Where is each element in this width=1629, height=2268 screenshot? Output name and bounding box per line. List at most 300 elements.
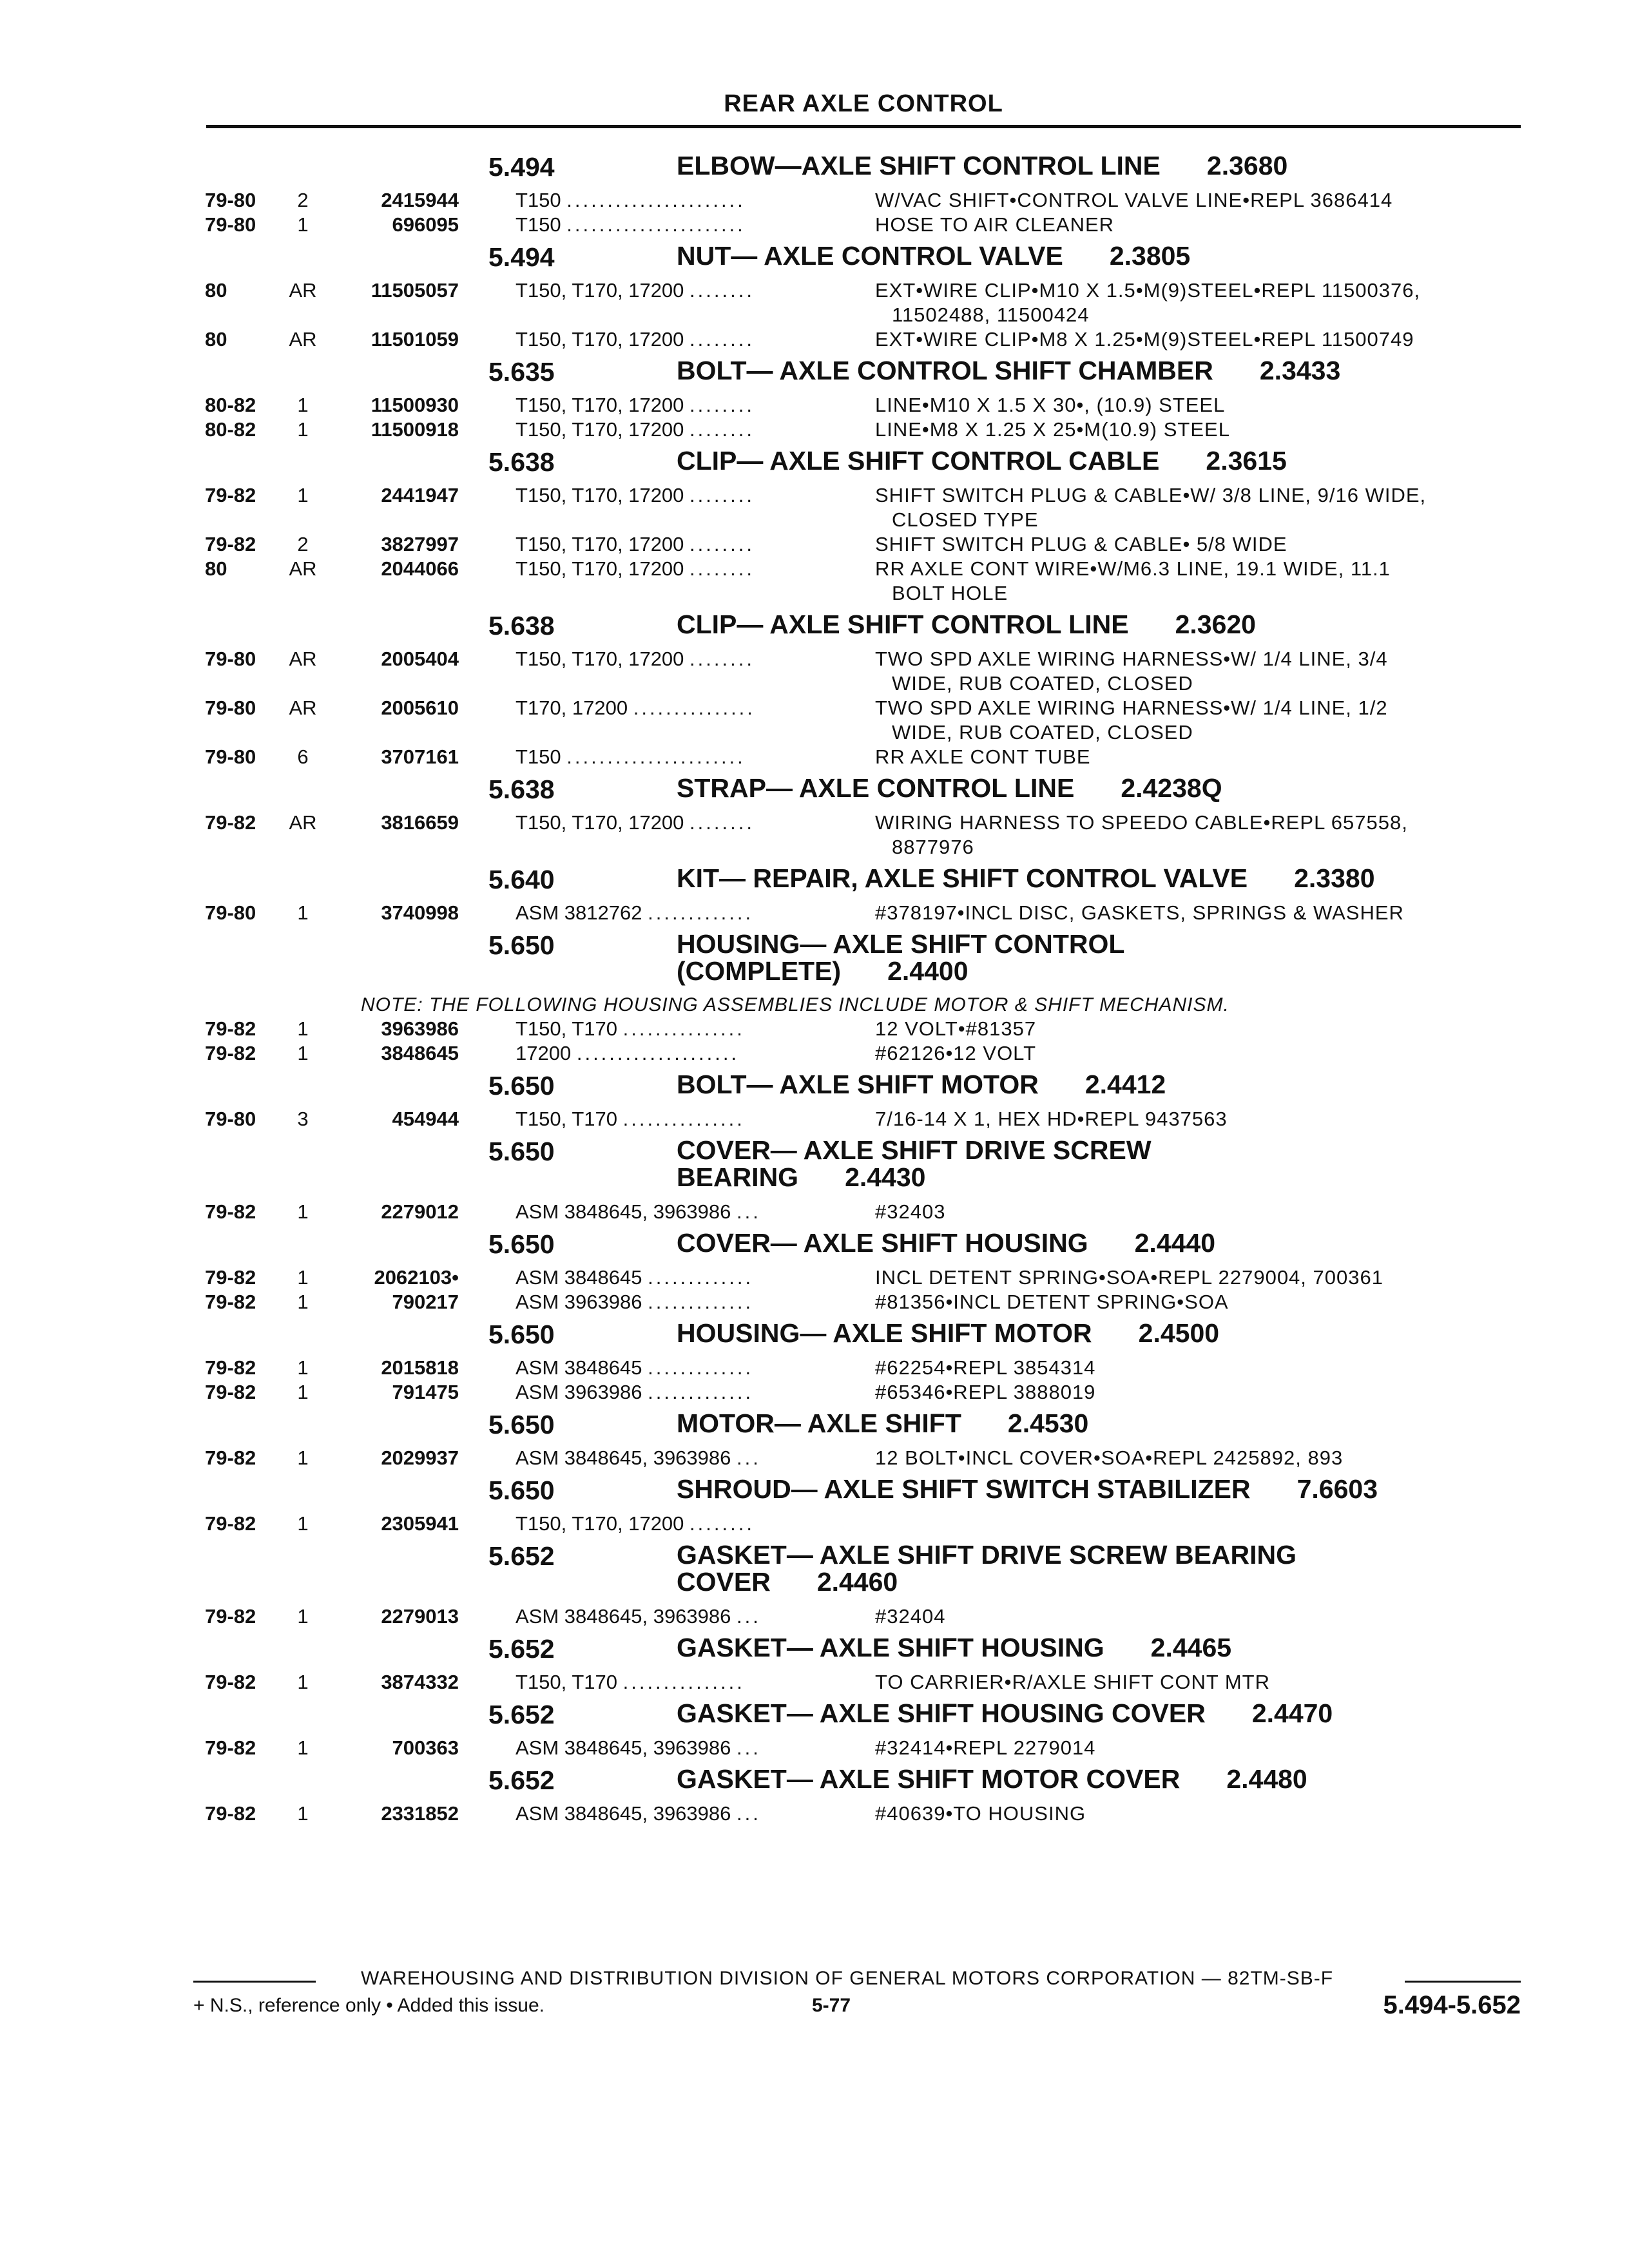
catalog-section [0, 447, 1629, 606]
section-title [677, 447, 1287, 474]
section-ref-number: 5.650 [488, 1229, 555, 1259]
leader-dots: ........ [689, 1512, 755, 1535]
part-number: 3963986 [381, 1017, 459, 1040]
model-years: 79-82 [205, 811, 256, 834]
model-years: 79-82 [205, 1266, 256, 1289]
application-models: T150, T170 [516, 1017, 617, 1040]
section-header [0, 447, 1629, 483]
section-group-code: 2.3620 [1175, 610, 1256, 639]
application-models: T150, T170, 17200 [516, 418, 684, 441]
part-number: 3816659 [381, 811, 459, 834]
quantity: 1 [297, 1291, 309, 1313]
page-number: 5-77 [812, 1995, 851, 2016]
application [516, 213, 851, 237]
section-title-line2-text: BEARING [677, 1162, 799, 1192]
application [516, 1670, 851, 1695]
section-header [0, 357, 1629, 393]
description-line1: RR AXLE CONT WIRE•W/M6.3 LINE, 19.1 WIDE, 11.1 [875, 557, 1391, 580]
model-years: 79-82 [205, 1291, 256, 1313]
application [516, 327, 851, 352]
application-models: T150, T170, 17200 [516, 648, 684, 670]
application [516, 647, 851, 671]
description [875, 393, 1532, 418]
quantity: AR [289, 648, 317, 670]
table-row [0, 418, 1629, 442]
section-title [677, 242, 1190, 269]
quantity: 1 [297, 1200, 309, 1223]
quantity: 1 [297, 1381, 309, 1403]
description [875, 418, 1532, 442]
model-years: 79-82 [205, 484, 256, 506]
description-line1: #40639•TO HOUSING [875, 1802, 1086, 1825]
part-number: 2015818 [381, 1356, 459, 1379]
quantity: 1 [297, 1736, 309, 1759]
section-title [677, 774, 1222, 802]
leader-dots: ... [737, 1736, 761, 1759]
section-title-line2 [677, 1568, 1296, 1595]
section-title-line1: ELBOW—AXLE SHIFT CONTROL LINE [677, 151, 1161, 180]
section-title [677, 611, 1256, 638]
section-group-code: 2.3433 [1259, 356, 1341, 385]
description-line1: #32414•REPL 2279014 [875, 1736, 1096, 1759]
table-row [0, 901, 1629, 925]
table-row [0, 557, 1629, 606]
description [875, 1380, 1532, 1405]
model-years: 79-82 [205, 1017, 256, 1040]
table-row [0, 811, 1629, 860]
part-number: 2305941 [381, 1512, 459, 1535]
part-number: 2029937 [381, 1446, 459, 1469]
table-row [0, 1802, 1629, 1826]
part-number: 3827997 [381, 533, 459, 555]
part-number: 2441947 [381, 484, 459, 506]
description [875, 1446, 1532, 1470]
section-title [677, 1700, 1333, 1727]
table-row [0, 1512, 1629, 1536]
model-years: 79-80 [205, 745, 256, 768]
section-header [0, 1071, 1629, 1107]
application-models: ASM 3848645, 3963986 [516, 1802, 731, 1825]
section-title-line1: GASKET— AXLE SHIFT HOUSING [677, 1633, 1104, 1662]
table-row [0, 745, 1629, 769]
section-group-code: 2.4412 [1084, 1070, 1166, 1099]
footer-legend: + N.S., reference only • Added this issue. [193, 1995, 545, 2016]
section-ref-number: 5.652 [488, 1765, 555, 1795]
section-title-line2-text: (COMPLETE) [677, 956, 842, 986]
application [516, 188, 851, 213]
catalog-section [0, 930, 1629, 1066]
application-models: T150, T170, 17200 [516, 811, 684, 834]
part-number: 2415944 [381, 189, 459, 211]
description [875, 557, 1532, 606]
quantity: 1 [297, 1446, 309, 1469]
description-line1: #378197•INCL DISC, GASKETS, SPRINGS & WASHER [875, 901, 1404, 924]
section-title-line1: COVER— AXLE SHIFT DRIVE SCREW [677, 1135, 1152, 1165]
application [516, 1802, 851, 1826]
description-line1: TO CARRIER•R/AXLE SHIFT CONT MTR [875, 1671, 1270, 1693]
description-line1: #65346•REPL 3888019 [875, 1381, 1096, 1403]
application [516, 1107, 851, 1131]
model-years: 79-80 [205, 901, 256, 924]
table-row [0, 1290, 1629, 1314]
application-models: ASM 3963986 [516, 1381, 642, 1403]
table-row [0, 1604, 1629, 1629]
section-header [0, 611, 1629, 647]
leader-dots: .................... [576, 1042, 740, 1064]
section-title-line1: BOLT— AXLE CONTROL SHIFT CHAMBER [677, 356, 1213, 385]
page-footer [193, 1965, 1521, 2023]
leader-dots: ... [737, 1200, 761, 1223]
catalog-section [0, 1765, 1629, 1826]
description-line1: #32404 [875, 1605, 946, 1628]
application-models: T150, T170, 17200 [516, 1512, 684, 1535]
application-models: ASM 3848645 [516, 1266, 642, 1289]
application [516, 901, 851, 925]
section-title [677, 1229, 1215, 1256]
quantity: AR [289, 279, 317, 302]
quantity: 1 [297, 1017, 309, 1040]
section-header [0, 1475, 1629, 1512]
parts-list [0, 152, 1629, 1831]
model-years: 79-82 [205, 1446, 256, 1469]
section-title-line1: GASKET— AXLE SHIFT HOUSING COVER [677, 1698, 1206, 1728]
table-row [0, 1107, 1629, 1131]
description-line1: #62254•REPL 3854314 [875, 1356, 1096, 1379]
description-line2: WIDE, RUB COATED, CLOSED [892, 672, 1193, 695]
section-ref-number: 5.494 [488, 242, 555, 272]
leader-dots: ........ [689, 648, 755, 670]
leader-dots: ............. [648, 901, 754, 924]
quantity: 1 [297, 1266, 309, 1289]
part-number: 3848645 [381, 1042, 459, 1064]
application [516, 1041, 851, 1066]
page-header [206, 23, 1521, 131]
section-group-code: 2.3680 [1206, 151, 1288, 180]
description-line1: INCL DETENT SPRING•SOA•REPL 2279004, 700361 [875, 1266, 1383, 1289]
catalog-section [0, 242, 1629, 352]
application [516, 1265, 851, 1290]
section-group-code: 2.3380 [1294, 863, 1375, 893]
part-number: 790217 [392, 1291, 459, 1313]
description [875, 483, 1532, 532]
section-ref-number: 5.638 [488, 774, 555, 804]
application [516, 483, 851, 508]
leader-dots: ... [737, 1605, 761, 1628]
application-models: 17200 [516, 1042, 572, 1064]
description-line1: HOSE TO AIR CLEANER [875, 213, 1115, 236]
section-title-line1: BOLT— AXLE SHIFT MOTOR [677, 1070, 1039, 1099]
catalog-section [0, 1320, 1629, 1405]
section-header [0, 1541, 1629, 1604]
section-header [0, 1410, 1629, 1446]
section-group-code: 2.4440 [1134, 1228, 1215, 1258]
description-line1: SHIFT SWITCH PLUG & CABLE• 5/8 WIDE [875, 533, 1287, 555]
section-header [0, 865, 1629, 901]
footer-rule-left [193, 1981, 316, 1983]
section-group-code: 2.4480 [1226, 1764, 1307, 1794]
model-years: 79-82 [205, 1356, 256, 1379]
section-header [0, 1320, 1629, 1356]
application-models: T150 [516, 213, 561, 236]
section-ref-number: 5.650 [488, 1410, 555, 1439]
table-row [0, 1670, 1629, 1695]
section-title-line2 [677, 957, 1124, 985]
application-models: T150, T170, 17200 [516, 279, 684, 302]
section-title [677, 865, 1375, 892]
description [875, 1107, 1532, 1131]
section-ref-number: 5.650 [488, 1320, 555, 1349]
catalog-section [0, 1137, 1629, 1224]
catalog-section [0, 865, 1629, 925]
table-row [0, 1356, 1629, 1380]
section-title-line1: GASKET— AXLE SHIFT DRIVE SCREW BEARING [677, 1540, 1297, 1570]
description-line1: WIRING HARNESS TO SPEEDO CABLE•REPL 657558, [875, 811, 1408, 834]
description-line2: WIDE, RUB COATED, CLOSED [892, 721, 1193, 744]
section-title [677, 357, 1340, 384]
model-years: 79-82 [205, 1200, 256, 1223]
section-title-line1: SHROUD— AXLE SHIFT SWITCH STABILIZER [677, 1474, 1251, 1504]
quantity: 1 [297, 1802, 309, 1825]
section-ref-number: 5.650 [488, 1475, 555, 1505]
page-range: 5.494-5.652 [1383, 1991, 1521, 2019]
description [875, 1802, 1532, 1826]
catalog-section [0, 611, 1629, 769]
section-ref-number: 5.652 [488, 1541, 555, 1571]
model-years: 79-82 [205, 1802, 256, 1825]
table-row [0, 1041, 1629, 1066]
model-years: 80 [205, 328, 227, 351]
application [516, 1290, 851, 1314]
application-models: T150, T170 [516, 1671, 617, 1693]
description-line1: 7/16-14 X 1, HEX HD•REPL 9437563 [875, 1108, 1228, 1130]
catalog-section [0, 1634, 1629, 1695]
table-row [0, 1380, 1629, 1405]
part-number: 791475 [392, 1381, 459, 1403]
application [516, 696, 851, 720]
description [875, 1736, 1532, 1760]
description-line1: #62126•12 VOLT [875, 1042, 1037, 1064]
section-ref-number: 5.494 [488, 152, 555, 182]
section-title-line1: MOTOR— AXLE SHIFT [677, 1408, 961, 1438]
description [875, 1604, 1532, 1629]
leader-dots: ........ [689, 484, 755, 506]
section-header [0, 1137, 1629, 1200]
model-years: 80-82 [205, 418, 256, 441]
leader-dots: ........ [689, 533, 755, 555]
description-line1: 12 VOLT•#81357 [875, 1017, 1037, 1040]
model-years: 79-82 [205, 1671, 256, 1693]
quantity: 1 [297, 1605, 309, 1628]
description-line2: 11502488, 11500424 [892, 303, 1090, 326]
section-group-code: 2.4470 [1251, 1698, 1333, 1728]
leader-dots: ... [737, 1802, 761, 1825]
description-line1: EXT•WIRE CLIP•M8 X 1.25•M(9)STEEL•REPL 11500749 [875, 328, 1414, 351]
section-header [0, 1765, 1629, 1802]
application [516, 1200, 851, 1224]
application-models: T150, T170 [516, 1108, 617, 1130]
section-ref-number: 5.640 [488, 865, 555, 894]
section-title-line1: HOUSING— AXLE SHIFT CONTROL [677, 929, 1125, 959]
catalog-section [0, 1071, 1629, 1131]
section-title [677, 1475, 1378, 1503]
description [875, 647, 1532, 696]
section-group-code: 2.4460 [816, 1567, 898, 1597]
table-row [0, 1446, 1629, 1470]
section-header [0, 242, 1629, 278]
section-title [677, 1541, 1296, 1595]
quantity: 1 [297, 1356, 309, 1379]
section-title-line1: STRAP— AXLE CONTROL LINE [677, 773, 1075, 803]
section-header [0, 774, 1629, 811]
section-ref-number: 5.650 [488, 930, 555, 960]
section-group-code: 2.4400 [887, 956, 969, 986]
model-years: 80 [205, 557, 227, 580]
application [516, 418, 851, 442]
part-number: 3874332 [381, 1671, 459, 1693]
leader-dots: ... [737, 1446, 761, 1469]
table-row [0, 278, 1629, 327]
leader-dots: ...................... [566, 745, 746, 768]
leader-dots: ........ [689, 394, 755, 416]
application-models: ASM 3963986 [516, 1291, 642, 1313]
section-group-code: 7.6603 [1296, 1474, 1378, 1504]
catalog-section [0, 1475, 1629, 1536]
leader-dots: ........ [689, 328, 755, 351]
section-ref-number: 5.635 [488, 357, 555, 387]
quantity: 1 [297, 1671, 309, 1693]
application [516, 532, 851, 557]
part-number: 11500930 [371, 394, 459, 416]
part-number: 2331852 [381, 1802, 459, 1825]
section-ref-number: 5.650 [488, 1137, 555, 1166]
part-number: 2044066 [381, 557, 459, 580]
part-number: 700363 [392, 1736, 459, 1759]
section-ref-number: 5.652 [488, 1634, 555, 1664]
description [875, 327, 1532, 352]
section-title [677, 1071, 1166, 1098]
description-line1: SHIFT SWITCH PLUG & CABLE•W/ 3/8 LINE, 9/16 WIDE, [875, 484, 1427, 506]
page-title: REAR AXLE CONTROL [724, 90, 1003, 117]
section-title [677, 1634, 1231, 1661]
leader-dots: ........ [689, 279, 755, 302]
header-rule [206, 125, 1521, 128]
section-title [677, 1137, 1152, 1191]
description-line1: 12 BOLT•INCL COVER•SOA•REPL 2425892, 893 [875, 1446, 1344, 1469]
section-title-line1: KIT— REPAIR, AXLE SHIFT CONTROL VALVE [677, 863, 1248, 893]
table-row [0, 393, 1629, 418]
description-line1: LINE•M10 X 1.5 X 30•, (10.9) STEEL [875, 394, 1226, 416]
quantity: AR [289, 697, 317, 719]
model-years: 79-82 [205, 1042, 256, 1064]
model-years: 80-82 [205, 394, 256, 416]
description [875, 278, 1532, 327]
model-years: 79-82 [205, 1736, 256, 1759]
table-row [0, 1265, 1629, 1290]
application-models: T150, T170, 17200 [516, 533, 684, 555]
leader-dots: ........ [689, 557, 755, 580]
application [516, 1736, 851, 1760]
section-group-code: 2.3805 [1109, 241, 1191, 271]
quantity: AR [289, 328, 317, 351]
section-header [0, 1634, 1629, 1670]
model-years: 79-80 [205, 189, 256, 211]
application-models: ASM 3848645, 3963986 [516, 1200, 731, 1223]
part-number: 2279012 [381, 1200, 459, 1223]
description-line1: #81356•INCL DETENT SPRING•SOA [875, 1291, 1229, 1313]
application [516, 745, 851, 769]
description [875, 1290, 1532, 1314]
section-ref-number: 5.652 [488, 1700, 555, 1729]
section-title-line1: CLIP— AXLE SHIFT CONTROL LINE [677, 610, 1129, 639]
description [875, 901, 1532, 925]
quantity: AR [289, 557, 317, 580]
leader-dots: ............... [633, 697, 755, 719]
table-row [0, 1200, 1629, 1224]
catalog-section [0, 152, 1629, 237]
application-models: T150, T170, 17200 [516, 557, 684, 580]
quantity: 1 [297, 213, 309, 236]
application [516, 1380, 851, 1405]
description [875, 811, 1532, 860]
application [516, 1446, 851, 1470]
model-years: 79-82 [205, 1605, 256, 1628]
description-line1: TWO SPD AXLE WIRING HARNESS•W/ 1/4 LINE, 1/2 [875, 697, 1388, 719]
leader-dots: ........ [689, 811, 755, 834]
section-group-code: 2.4430 [845, 1162, 926, 1192]
description-line1: EXT•WIRE CLIP•M10 X 1.5•M(9)STEEL•REPL 11500376, [875, 279, 1421, 302]
leader-dots: ............... [622, 1017, 745, 1040]
application-models: ASM 3848645 [516, 1356, 642, 1379]
section-title [677, 1410, 1088, 1437]
quantity: 2 [297, 533, 309, 555]
catalog-section [0, 1700, 1629, 1760]
catalog-section [0, 1410, 1629, 1470]
application-models: ASM 3812762 [516, 901, 642, 924]
table-row [0, 696, 1629, 745]
description [875, 1200, 1532, 1224]
description-line2: BOLT HOLE [892, 582, 1008, 604]
application-models: ASM 3848645, 3963986 [516, 1605, 731, 1628]
part-number: 696095 [392, 213, 459, 236]
model-years: 79-82 [205, 1512, 256, 1535]
section-ref-number: 5.650 [488, 1071, 555, 1100]
application-models: T150, T170, 17200 [516, 328, 684, 351]
part-number: 2062103• [374, 1266, 459, 1289]
section-group-code: 2.4500 [1138, 1318, 1220, 1348]
part-number: 2279013 [381, 1605, 459, 1628]
application-models: ASM 3848645, 3963986 [516, 1446, 731, 1469]
catalog-section [0, 1229, 1629, 1314]
section-title-line2-text: COVER [677, 1567, 771, 1597]
application [516, 1604, 851, 1629]
model-years: 79-82 [205, 533, 256, 555]
table-row [0, 213, 1629, 237]
table-row [0, 327, 1629, 352]
application [516, 393, 851, 418]
section-title [677, 930, 1124, 985]
leader-dots: ........ [689, 418, 755, 441]
part-number: 2005610 [381, 697, 459, 719]
section-ref-number: 5.638 [488, 611, 555, 640]
footer-division-text: WAREHOUSING AND DISTRIBUTION DIVISION OF GENERAL MOTORS CORPORATION — 82TM-SB-F [361, 1968, 1334, 1989]
description-line2: CLOSED TYPE [892, 508, 1039, 531]
section-title [677, 1320, 1219, 1347]
table-row [0, 483, 1629, 532]
model-years: 80 [205, 279, 227, 302]
quantity: 1 [297, 418, 309, 441]
table-row [0, 1017, 1629, 1041]
application-models: T170, 17200 [516, 697, 628, 719]
